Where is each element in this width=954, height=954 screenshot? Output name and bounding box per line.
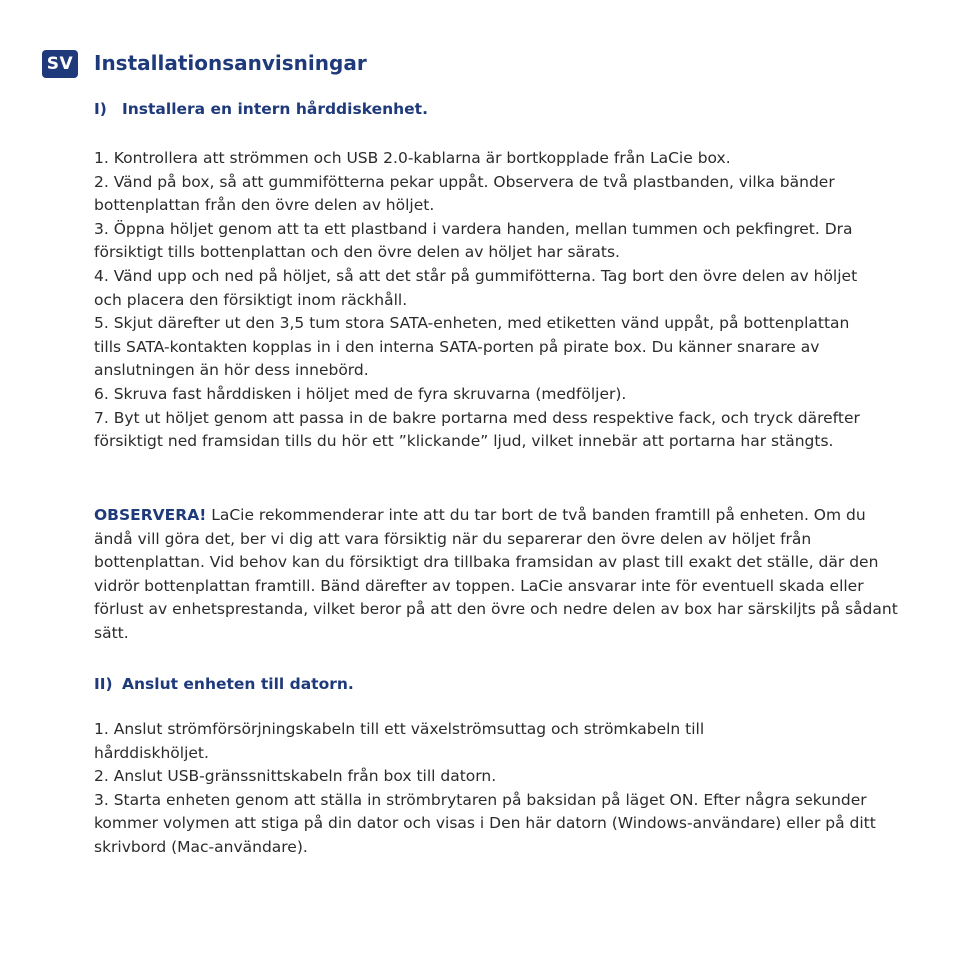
step-item: 7. Byt ut höljet genom att passa in de bakre portarna med dess respektive fack, och tryck därefter försiktigt ned framsidan tills du hör ett ”klickande” ljud, vilket innebär att portarna har stängts. <box>94 408 860 451</box>
note-text: LaCie rekommenderar inte att du tar bort de två banden framtill på enheten. Om du ändå vill göra det, ber vi dig att vara försiktig när du separerar den övre delen av höljet från bottenplattan. Vid behov kan du försiktigt dra tillbaka framsidan av plast till exakt det ställe, där den vidrör bottenplattan framtill. Bänd därefter av toppen. LaCie ansvarar inte för eventuell skada eller förlust av enhetsprestanda, vilket beror på att den övre och nedre delen av box har särskiljts på sådant sätt. <box>94 506 898 642</box>
step-item: 4. Vänd upp och ned på höljet, så att det står på gummifötterna. Tag bort den övre delen av höljet och placera den försiktigt inom räckhåll. <box>94 266 858 309</box>
step-item: 1. Anslut strömförsörjningskabeln till ett växelströmsuttag och strömkabeln till hårddiskhöljet. <box>94 720 705 762</box>
step-item: 2. Vänd på box, så att gummifötterna pekar uppåt. Observera de två plastbanden, vilka bänder bottenplattan från den övre delen av höljet. <box>94 172 835 215</box>
connect-steps <box>94 718 884 860</box>
language-badge: SV <box>42 50 78 78</box>
step-item: 1. Kontrollera att strömmen och USB 2.0-kablarna är bortkopplade från LaCie box. <box>94 149 731 167</box>
note-label: OBSERVERA! <box>94 506 207 524</box>
section-number: I) <box>94 100 107 118</box>
step-item: 3. Starta enheten genom att ställa in strömbrytaren på baksidan på läget ON. Efter några sekunder kommer volymen att stiga på din dator och visas i Den här datorn (Windows-användare) eller på ditt skrivbord (Mac-användare). <box>94 790 876 856</box>
section-title: Installera en intern hårddiskenhet. <box>122 100 428 118</box>
step-item: 3. Öppna höljet genom att ta ett plastband i vardera handen, mellan tummen och pekfingret. Dra försiktigt tills bottenplattan och den övre delen av höljet har särats. <box>94 219 853 262</box>
note-block <box>94 504 899 646</box>
install-steps <box>94 147 884 454</box>
section-heading-connect <box>94 673 354 695</box>
section-title: Anslut enheten till datorn. <box>122 675 354 693</box>
section-heading-install <box>94 98 428 120</box>
page-title: Installationsanvisningar <box>94 51 367 75</box>
step-item: 2. Anslut USB-gränssnittskabeln från box till datorn. <box>94 767 497 786</box>
section-number: II) <box>94 675 113 693</box>
step-item: 6. Skruva fast hårddisken i höljet med de fyra skruvarna (medföljer). <box>94 384 627 403</box>
step-item: 5. Skjut därefter ut den 3,5 tum stora SATA-enheten, med etiketten vänd uppåt, på bottenplattan tills SATA-kontakten kopplas in i den interna SATA-porten på pirate box. Du känner snarare av anslutningen än hör dess innebörd. <box>94 314 850 380</box>
